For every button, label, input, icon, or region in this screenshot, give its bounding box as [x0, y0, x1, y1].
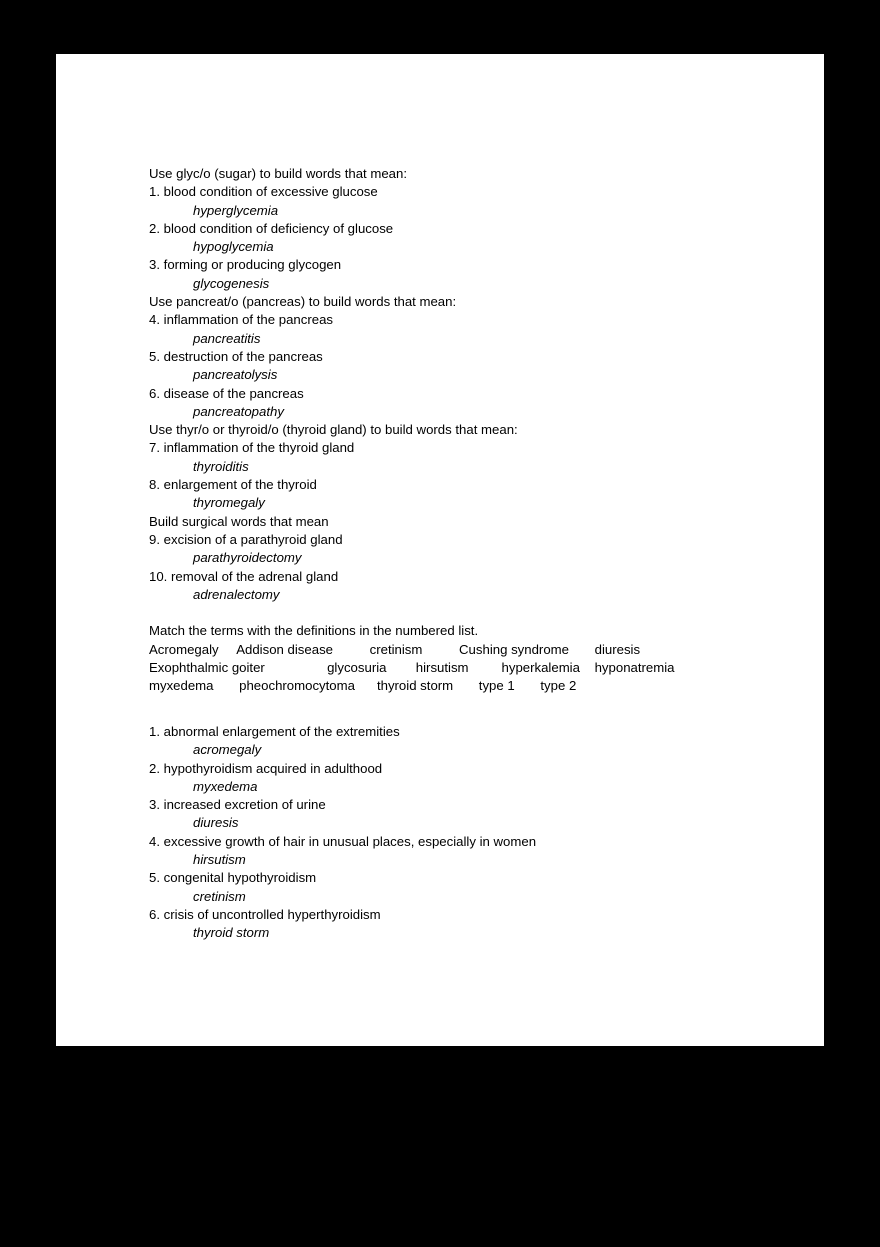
item-number: 1.	[149, 184, 160, 200]
section-prompt: Use thyr/o or thyroid/o (thyroid gland) to build words that mean:	[149, 422, 518, 438]
item-answer: acromegaly	[193, 742, 262, 758]
item-answer: hyperglycemia	[193, 202, 279, 218]
item-definition: disease of the pancreas	[163, 385, 304, 401]
item-definition: inflammation of the thyroid gland	[163, 440, 355, 456]
document-page	[56, 54, 824, 1046]
item-definition: excessive growth of hair in unusual places, especially in women	[163, 833, 537, 849]
item-answer: diuresis	[193, 815, 239, 831]
item-answer: pancreatopathy	[193, 403, 284, 419]
match-item	[149, 796, 769, 814]
item-definition: destruction of the pancreas	[163, 348, 323, 364]
item-number: 4.	[149, 312, 160, 328]
item-answer: thyroiditis	[193, 458, 249, 474]
item-answer: thyromegaly	[193, 495, 265, 511]
match-item	[149, 906, 769, 924]
exercise-item	[149, 311, 769, 329]
item-answer: pancreatolysis	[193, 367, 278, 383]
item-definition: blood condition of excessive glucose	[163, 184, 378, 200]
exercise-item	[149, 183, 769, 201]
item-answer: cretinism	[193, 888, 246, 904]
match-term-line: Acromegaly Addison disease cretinism Cushing syndrome diuresis	[149, 641, 641, 657]
exercise-item	[149, 256, 769, 274]
item-definition: abnormal enlargement of the extremities	[163, 723, 400, 739]
item-answer: myxedema	[193, 778, 258, 794]
item-number: 8.	[149, 477, 160, 493]
item-answer: parathyroidectomy	[193, 550, 302, 566]
item-definition: forming or producing glycogen	[163, 257, 342, 273]
item-number: 2.	[149, 760, 160, 776]
item-definition: congenital hypothyroidism	[163, 870, 317, 886]
item-definition: enlargement of the thyroid	[163, 477, 317, 493]
item-number: 5.	[149, 348, 160, 364]
match-item	[149, 723, 769, 741]
exercise-item	[149, 348, 769, 366]
exercise-item	[149, 385, 769, 403]
item-number: 10.	[149, 568, 168, 584]
item-number: 1.	[149, 723, 160, 739]
item-definition: blood condition of deficiency of glucose	[163, 220, 394, 236]
section-prompt: Use glyc/o (sugar) to build words that mean:	[149, 166, 408, 181]
exercise-item	[149, 531, 769, 549]
item-number: 9.	[149, 531, 160, 547]
spacer	[149, 714, 769, 723]
item-number: 6.	[149, 906, 160, 922]
spacer	[149, 604, 769, 622]
match-term-line: myxedema pheochromocytoma thyroid storm type 1 type 2	[149, 678, 577, 694]
item-answer: hirsutism	[193, 851, 246, 867]
item-number: 6.	[149, 385, 160, 401]
exercise-item	[149, 220, 769, 238]
item-answer: hypoglycemia	[193, 239, 274, 255]
item-definition: removal of the adrenal gland	[171, 568, 339, 584]
section-prompt: Use pancreat/o (pancreas) to build words that mean:	[149, 294, 457, 310]
section-prompt: Build surgical words that mean	[149, 513, 329, 529]
item-definition: excision of a parathyroid gland	[163, 531, 343, 547]
exercise-item	[149, 568, 769, 586]
match-item	[149, 833, 769, 851]
item-definition: crisis of uncontrolled hyperthyroidism	[163, 906, 381, 922]
item-number: 3.	[149, 257, 160, 273]
exercise-item	[149, 439, 769, 457]
item-number: 7.	[149, 440, 160, 456]
item-definition: inflammation of the pancreas	[163, 312, 334, 328]
item-definition: increased excretion of urine	[163, 797, 326, 813]
item-number: 4.	[149, 833, 160, 849]
match-term-line: Exophthalmic goiter glycosuria hirsutism hyperkalemia hyponatremia	[149, 660, 675, 676]
item-number: 5.	[149, 870, 160, 886]
item-definition: hypothyroidism acquired in adulthood	[163, 760, 383, 776]
document-body	[149, 165, 769, 942]
item-number: 3.	[149, 797, 160, 813]
item-answer: thyroid storm	[193, 925, 270, 941]
item-answer: pancreatitis	[193, 330, 261, 346]
item-answer: adrenalectomy	[193, 586, 280, 602]
match-instruction: Match the terms with the definitions in the numbered list.	[149, 623, 479, 639]
item-answer: glycogenesis	[193, 275, 270, 291]
match-item	[149, 869, 769, 887]
item-number: 2.	[149, 220, 160, 236]
match-item	[149, 760, 769, 778]
exercise-item	[149, 476, 769, 494]
spacer	[149, 696, 769, 714]
